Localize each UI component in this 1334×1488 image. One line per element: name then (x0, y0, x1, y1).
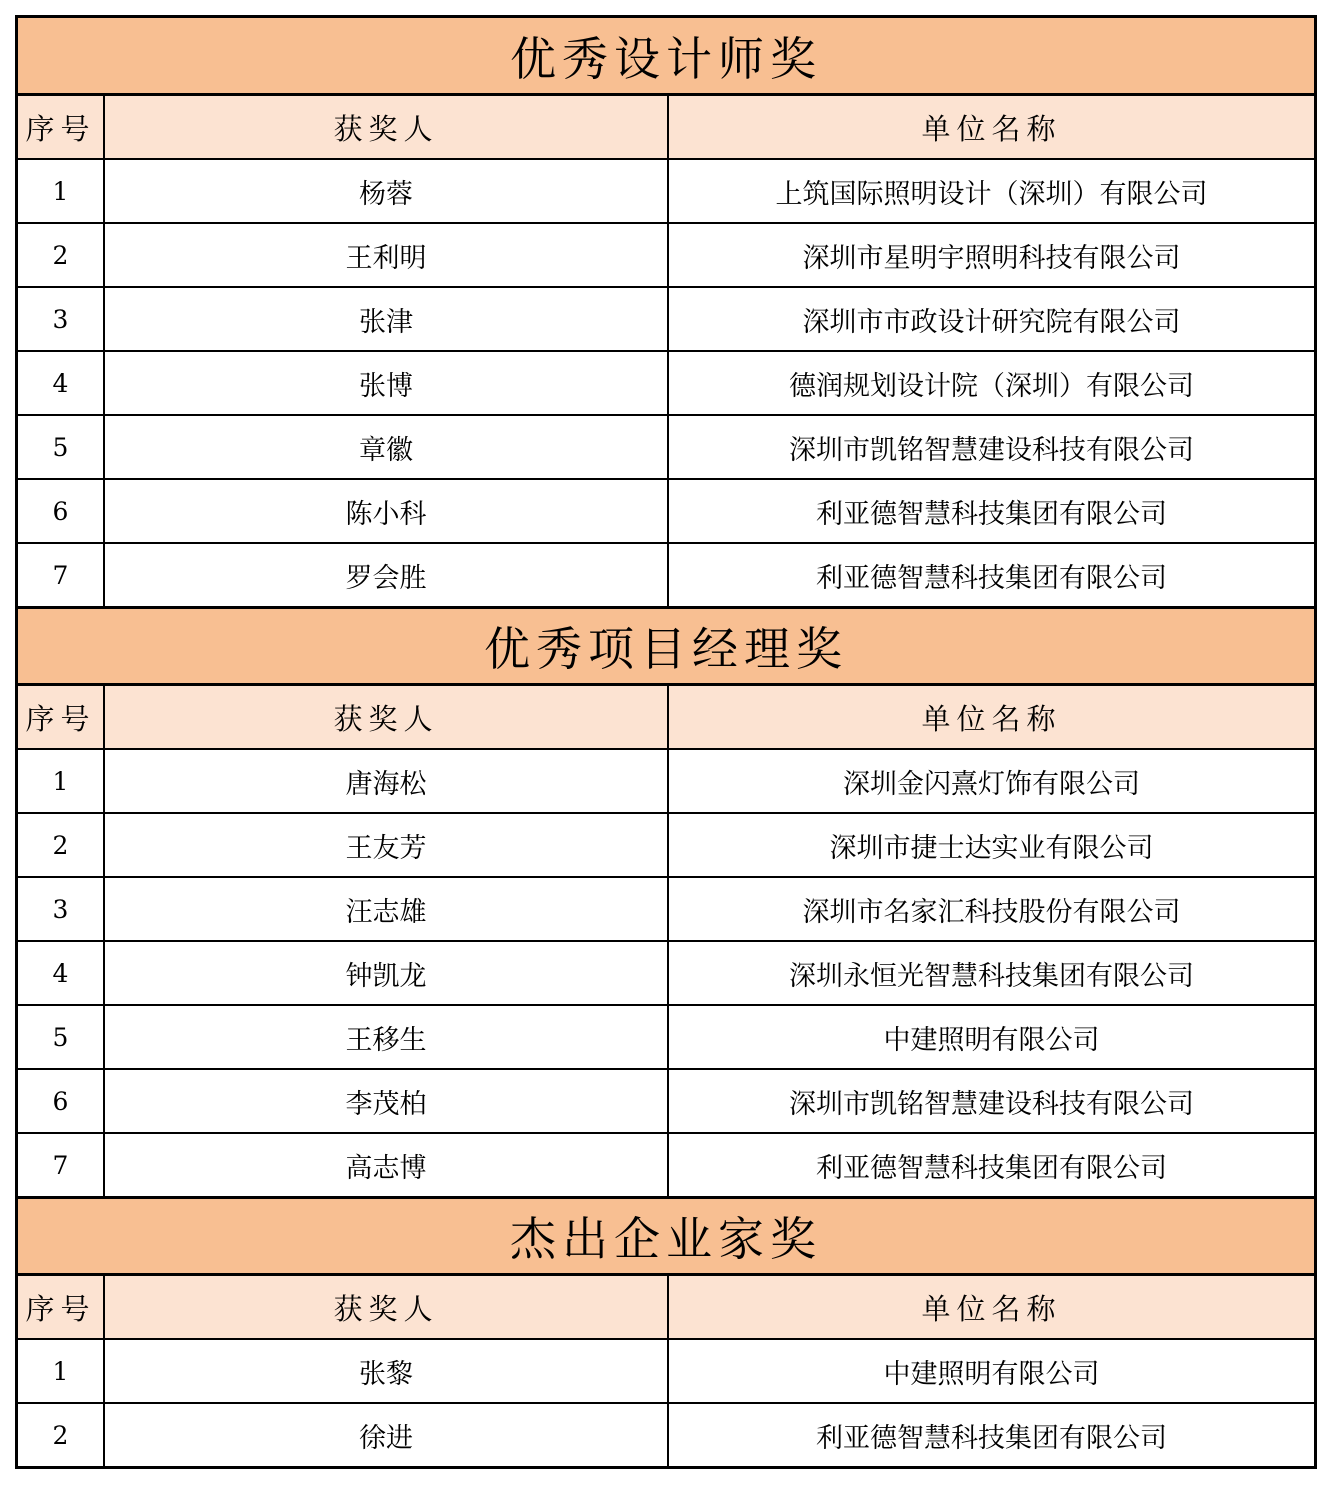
award-section (18, 1196, 1314, 1466)
awardee-name: 王移生 (105, 1006, 669, 1068)
awardee-name: 王利明 (105, 224, 669, 286)
award-section (18, 15, 1314, 606)
header-no: 序号 (18, 96, 105, 158)
awardee-name: 陈小科 (105, 480, 669, 542)
awardee-name: 章徽 (105, 416, 669, 478)
awardee-name: 王友芳 (105, 814, 669, 876)
row-number: 3 (18, 878, 105, 940)
table-row (18, 544, 1314, 606)
header-org: 单位名称 (921, 701, 1062, 736)
organization-name: 深圳市星明宇照明科技有限公司 (802, 242, 1181, 274)
row-number: 1 (18, 160, 105, 222)
organization-name: 深圳市捷士达实业有限公司 (829, 832, 1154, 864)
table-row (18, 750, 1314, 814)
row-number: 6 (18, 480, 105, 542)
row-number: 5 (18, 416, 105, 478)
header-org: 单位名称 (921, 111, 1062, 146)
awardee-name: 徐进 (105, 1404, 669, 1466)
organization-name: 深圳市市政设计研究院有限公司 (802, 306, 1181, 338)
table-row (18, 1134, 1314, 1196)
organization-name: 深圳永恒光智慧科技集团有限公司 (789, 960, 1194, 992)
header-no: 序号 (18, 1276, 105, 1338)
row-number: 2 (18, 1404, 105, 1466)
awardee-name: 罗会胜 (105, 544, 669, 606)
organization-name: 利亚德智慧科技集团有限公司 (816, 1422, 1167, 1454)
table-row (18, 1070, 1314, 1134)
table-row (18, 1006, 1314, 1070)
row-number: 1 (18, 1340, 105, 1402)
organization-name: 利亚德智慧科技集团有限公司 (816, 562, 1167, 594)
organization-name: 利亚德智慧科技集团有限公司 (816, 498, 1167, 530)
row-number: 7 (18, 544, 105, 606)
table-row (18, 480, 1314, 544)
organization-name: 利亚德智慧科技集团有限公司 (816, 1152, 1167, 1184)
awardee-name: 张津 (105, 288, 669, 350)
table-row (18, 352, 1314, 416)
header-row (18, 1276, 1314, 1340)
header-name: 获奖人 (105, 686, 669, 748)
row-number: 2 (18, 224, 105, 286)
table-row (18, 1340, 1314, 1404)
organization-name: 深圳市名家汇科技股份有限公司 (802, 896, 1181, 928)
organization-name: 德润规划设计院（深圳）有限公司 (789, 370, 1194, 402)
awardee-name: 唐海松 (105, 750, 669, 812)
table-row (18, 814, 1314, 878)
header-org: 单位名称 (921, 1291, 1062, 1326)
organization-name: 深圳市凯铭智慧建设科技有限公司 (789, 434, 1194, 466)
table-row (18, 942, 1314, 1006)
section-title: 优秀设计师奖 (18, 15, 1314, 96)
header-row (18, 96, 1314, 160)
awardee-name: 汪志雄 (105, 878, 669, 940)
awardee-name: 高志博 (105, 1134, 669, 1196)
organization-name: 上筑国际照明设计（深圳）有限公司 (775, 178, 1208, 210)
organization-name: 深圳金闪熹灯饰有限公司 (843, 768, 1140, 800)
organization-name: 中建照明有限公司 (883, 1024, 1100, 1056)
section-title: 优秀项目经理奖 (18, 606, 1314, 686)
table-row (18, 878, 1314, 942)
header-name: 获奖人 (105, 1276, 669, 1338)
table-row (18, 1404, 1314, 1466)
table-row (18, 160, 1314, 224)
table-row (18, 288, 1314, 352)
awardee-name: 李茂柏 (105, 1070, 669, 1132)
row-number: 5 (18, 1006, 105, 1068)
row-number: 2 (18, 814, 105, 876)
organization-name: 深圳市凯铭智慧建设科技有限公司 (789, 1088, 1194, 1120)
table-row (18, 224, 1314, 288)
row-number: 3 (18, 288, 105, 350)
awardee-name: 张博 (105, 352, 669, 414)
header-no: 序号 (18, 686, 105, 748)
awardee-name: 杨蓉 (105, 160, 669, 222)
row-number: 4 (18, 352, 105, 414)
table-row (18, 416, 1314, 480)
row-number: 1 (18, 750, 105, 812)
row-number: 6 (18, 1070, 105, 1132)
row-number: 4 (18, 942, 105, 1004)
awards-table (15, 15, 1317, 1469)
award-section (18, 606, 1314, 1196)
header-name: 获奖人 (105, 96, 669, 158)
section-title: 杰出企业家奖 (18, 1196, 1314, 1276)
header-row (18, 686, 1314, 750)
organization-name: 中建照明有限公司 (883, 1358, 1100, 1390)
row-number: 7 (18, 1134, 105, 1196)
awardee-name: 张黎 (105, 1340, 669, 1402)
awardee-name: 钟凯龙 (105, 942, 669, 1004)
